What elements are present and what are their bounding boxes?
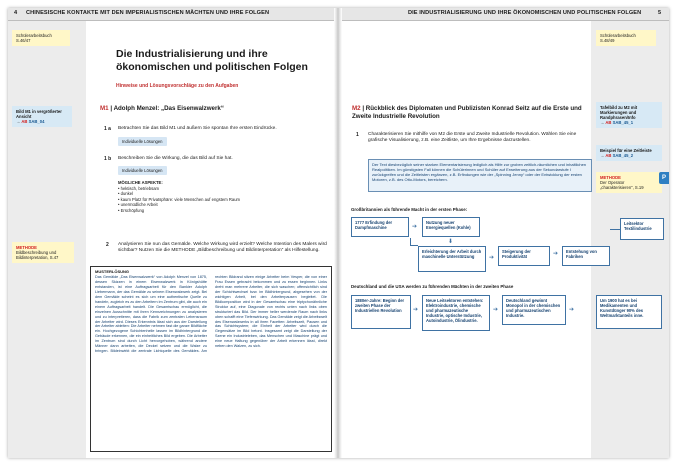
- method-label: METHODE: [16, 245, 37, 250]
- image-enlarged-note: [12, 106, 72, 127]
- possible-aspects: [118, 180, 328, 214]
- task-2-text: Analysieren Sie nun das Gemälde. Welche Wirkung wird erzielt? Welche Intention des Malers wird sichtbar? Nutzen Sie die METHODE „Bildbeschreibung und Bildinterpretation“ als Hilfestellung.: [118, 242, 327, 254]
- aspects-heading: MÖGLICHE ASPEKTE:: [118, 180, 163, 185]
- arrow-right-icon: ➔: [489, 255, 495, 261]
- note-text: Schülerarbeitsbuch: [600, 33, 636, 38]
- right-page-number: 5: [658, 10, 662, 16]
- task-number: 1 b: [104, 156, 112, 162]
- left-running-title: CHINESISCHE KONTAKTE MIT DEN IMPERIALISTISCHEN MÄCHTEN UND IHRE FOLGEN: [26, 10, 270, 16]
- diagram-box-monopoly: Deutschland gewinnt Monopol in der chemischen und pharmazeutischen Industrie.: [502, 295, 566, 325]
- diagram-box-productivity: Steigerung der Produktivität: [498, 246, 550, 266]
- board-image-note: [596, 102, 662, 128]
- note-text: S.46/47: [16, 38, 31, 43]
- model-solution-box: [90, 266, 332, 452]
- connector-line: [410, 245, 418, 246]
- solution-text: Das Gemälde „Das Eisenwalzwerk“ von Adolph Menzel von 1875, dessen Skizzen in einem Eisenwalzwerk in Königshütte entstanden, ist eine Auftragsarbeit für den Bankier Adolph Liebermann, der das Gemälde zu seinem Eisenwalzwerk zeigt. Bei dem Gemälde scheint es sich um eine authentische Quelle zu handeln, zugleich es zu den Arbeitern im Zentrum gibt, die auch ein einem Auftragsarbeit handelt. Die Gesamtschau ermöglicht, die einzelnen Ausschnitte mit ihren Kennzeichnungen zu analysieren und zu interpretieren, dass die Fabrik zum zentralen Lebensraum der Arbeiter wird. Dieses Erkenntnis lässt sich aus der Darstellung der Arbeiter ableiten: Die Arbeiter nehmen fast die ganze Bildfläche ein. Hochgezogene Schichtenhelle lassen im Bildhintergrund die Gebäude erkennen, die ein einheitliches Bild ergeben. Die Arbeiter im Zentrum sind durch Licht hervorgehoben, während andere Männer dann arbeiten, die Deckel setzen und die Walze zu bringen. Bildeinwirkt die zentrale Lichtquelle des Gemäldes. Am rechten Bildrand sitzen einige Arbeiter beim Vesper, die von einer Frau Essen gebracht bekommen und zu essen beginnen. Links dreht man mehrere Arbeiter, die sich waschen; offensichtlich sind der Schichtwechsel bzw. im Bildhintergrund, abgesehen von der wichtigen Arbeit, bei den Arbeiterpausen begleitet. Die Bildkomposition wird in der Gesamtschau eine triptychonähnliche Struktur auf, eine Diagonale von rechts unten nach links oben strukturiert das Bild. Der immer heller werdende Raum nach links oben schafft eine Tiefenwirkung. Das Gemälde zeigt die Arbeitswelt des Eisenwalzwerks in all ihren Facetten: Arbeitszeit, Pausen und das Schichtsystem; die Einheit der Arbeiter wird durch die Gegensätze im Bild betont. Insgesamt zeigt die Darstellung der Szene ein Industrieleben, das Menschen und Maschine prägt und eine neue Haltung gegenüber der Arbeit erkennen lässt, direkt neben den Walzen, zu sich.: [95, 274, 327, 354]
- teacher-info-box: Der Text diesbezüglich seiner starken Elementarisierung lediglich als Hilfe zur groben zeitlich-räumlichen und inhaltlichen Realpolitiken. Im günstigsten Fall können die Schülerinnen und Schüler auf Erweiterung aus der Sekundarstufe I zurückgreifen und die Zeitleisten ergänzen, z.B. Erfindungen wie der „Spinning Jenny“ oder der Entwicklung der ersten Motoren, z.B. des Otto-Motors, bereichern.: [368, 159, 592, 192]
- aspect-item: • Erschöpfung: [118, 207, 145, 213]
- solution-button-1b[interactable]: Individuelle Lösungen: [118, 166, 167, 175]
- timeline-example-note: [596, 145, 662, 161]
- arrow-right-icon: ➔: [413, 307, 419, 313]
- m2-heading: M2 | Rückblick des Diplomaten und Publizisten Konrad Seitz auf die Erste und Zweite Industrielle Revolution: [352, 105, 582, 120]
- workbook-reference-right: [596, 30, 656, 46]
- diagram-box-energy: Nutzung neuer Energiequellen (Kohle): [422, 217, 480, 237]
- sab-link-ref[interactable]: SAB_04: [28, 119, 45, 124]
- task-number: 1: [356, 132, 359, 138]
- diagram-box-market-share: Um 1900 hat es bei Medikamenten und Kunstdünger 90% des Weltmarktanteils inne.: [596, 295, 662, 329]
- arrow-icon: →: [16, 119, 21, 124]
- method-label: METHODE: [600, 175, 621, 180]
- diagram-box-steam-engine: 1777 Erfindung der Dampfmaschine: [351, 217, 409, 237]
- arrow-icon: →: [600, 153, 605, 158]
- diagram-box-new-sectors: Neue Leitsektoren entstehen: Elektroindustrie, chemische und pharmazeutische Industrie, optische Industrie, Autoindustrie, Ölindustrie.: [422, 295, 490, 331]
- diagram-box-1880s: 1880er-Jahre: Beginn der zweiten Phase der Industriellen Revolution: [351, 295, 411, 329]
- task-1a-text: Betrachten Sie das Bild M1 und äußern Sie spontan Ihre ersten Eindrücke.: [118, 126, 277, 131]
- page-tab-marker[interactable]: P: [659, 172, 669, 184]
- aspect-item: • hektisch, betriebsam: [118, 185, 160, 191]
- task-1b-text: Beschreiben Sie die Wirkung, die das Bild auf Sie hat.: [118, 156, 233, 161]
- book-spread: [8, 8, 669, 458]
- note-text: Bildinterpretation, S.47: [16, 255, 59, 260]
- m1-marker: M1: [100, 105, 109, 112]
- note-text: Markierungen und: [600, 110, 637, 115]
- diagram-box-factories: Entstehung von Fabriken: [562, 246, 610, 266]
- arrow-right-icon: ➔: [493, 307, 499, 313]
- note-text: Tafelbild zu M2 mit: [600, 105, 638, 110]
- aspect-item: • dunkel: [118, 191, 133, 197]
- note-text: Beispiel für eine Zeitleiste: [600, 148, 652, 153]
- arrow-right-icon: ➔: [553, 251, 559, 257]
- m1-heading: M1 | Adolph Menzel: „Das Eisenwalzwerk“: [100, 105, 224, 112]
- m2-task-text: Charakterisieren Sie mithilfe von M2 die Erste und Zweite Industrielle Revolution. Wählen Sie eine grafische Visualisierung, z.B. eine Zeitliste, um Ihre Ergebnisse darzustellen.: [368, 132, 577, 144]
- note-text: Der Operator: [600, 180, 625, 185]
- m2-marker: M2: [352, 105, 361, 112]
- m1-title: Adolph Menzel: „Das Eisenwalzwerk“: [113, 105, 224, 112]
- note-text: Bildbeschreibung und: [16, 250, 57, 255]
- aspect-item: • unermüdliche Arbeit: [118, 202, 158, 208]
- note-text: Schülerarbeitsbuch: [16, 33, 52, 38]
- arrow-right-icon: ➔: [412, 224, 418, 230]
- sab-link-ref[interactable]: SAB_45_2: [612, 153, 634, 158]
- arrow-right-icon: ➔: [569, 307, 575, 313]
- ab-link-code[interactable]: AB: [605, 153, 612, 158]
- workbook-reference-left: [12, 30, 70, 46]
- book-spine: [334, 8, 342, 458]
- diagram-box-relief: Erleichterung der Arbeit durch maschinelle Unterstützung: [418, 246, 486, 272]
- right-running-title: DIE INDUSTRIALISIERUNG UND IHRE ÖKONOMISCHEN UND POLITISCHEN FOLGEN: [408, 10, 642, 16]
- aspect-item: • kaum Platz für Privatsphäre: viele Menschen auf engstem Raum: [118, 196, 241, 202]
- m2-title: Rückblick des Diplomaten und Publizisten Konrad Seitz auf die Erste und Zweite Industrielle Revolution: [352, 105, 582, 120]
- left-margin-column: [8, 21, 86, 458]
- method-note-right: [596, 172, 662, 193]
- left-page-number: 4: [14, 10, 18, 16]
- note-text: Bild M1 in vergrößerter: [16, 109, 62, 114]
- sab-link-ref[interactable]: SAB_45_1: [612, 120, 634, 125]
- solution-heading: MUSTERLÖSUNG: [95, 269, 129, 274]
- ab-link-code[interactable]: AB: [605, 120, 612, 125]
- diagram-box-textile: Leitsektor Textilindustrie: [620, 218, 664, 240]
- task-number: 1 a: [104, 126, 111, 132]
- arrow-icon: →: [600, 120, 605, 125]
- ab-link-code[interactable]: AB: [21, 119, 28, 124]
- solution-button-1a[interactable]: Individuelle Lösungen: [118, 137, 167, 146]
- chapter-subtitle: Hinweise und Lösungsvorschläge zu den Aufgaben: [116, 83, 239, 89]
- note-text: Ansicht: [16, 114, 32, 119]
- diagram2-heading: Deutschland und die USA werden zu führenden Mächten in der zweiten Phase: [351, 284, 514, 289]
- task-number: 2: [106, 242, 109, 248]
- connector-line: [610, 229, 620, 230]
- note-text: „charakterisieren“, S.19: [600, 185, 644, 190]
- chapter-title: Die Industrialisierung und ihre ökonomischen und politischen Folgen: [116, 48, 308, 73]
- method-note-left: [12, 242, 74, 263]
- diagram1-heading: Großbritannien als führende Macht in der ersten Phase:: [351, 207, 468, 212]
- note-text: Randphrasen/Info: [600, 115, 636, 120]
- note-text: S.48/49: [600, 38, 615, 43]
- arrow-down-icon: ⬇: [448, 239, 454, 245]
